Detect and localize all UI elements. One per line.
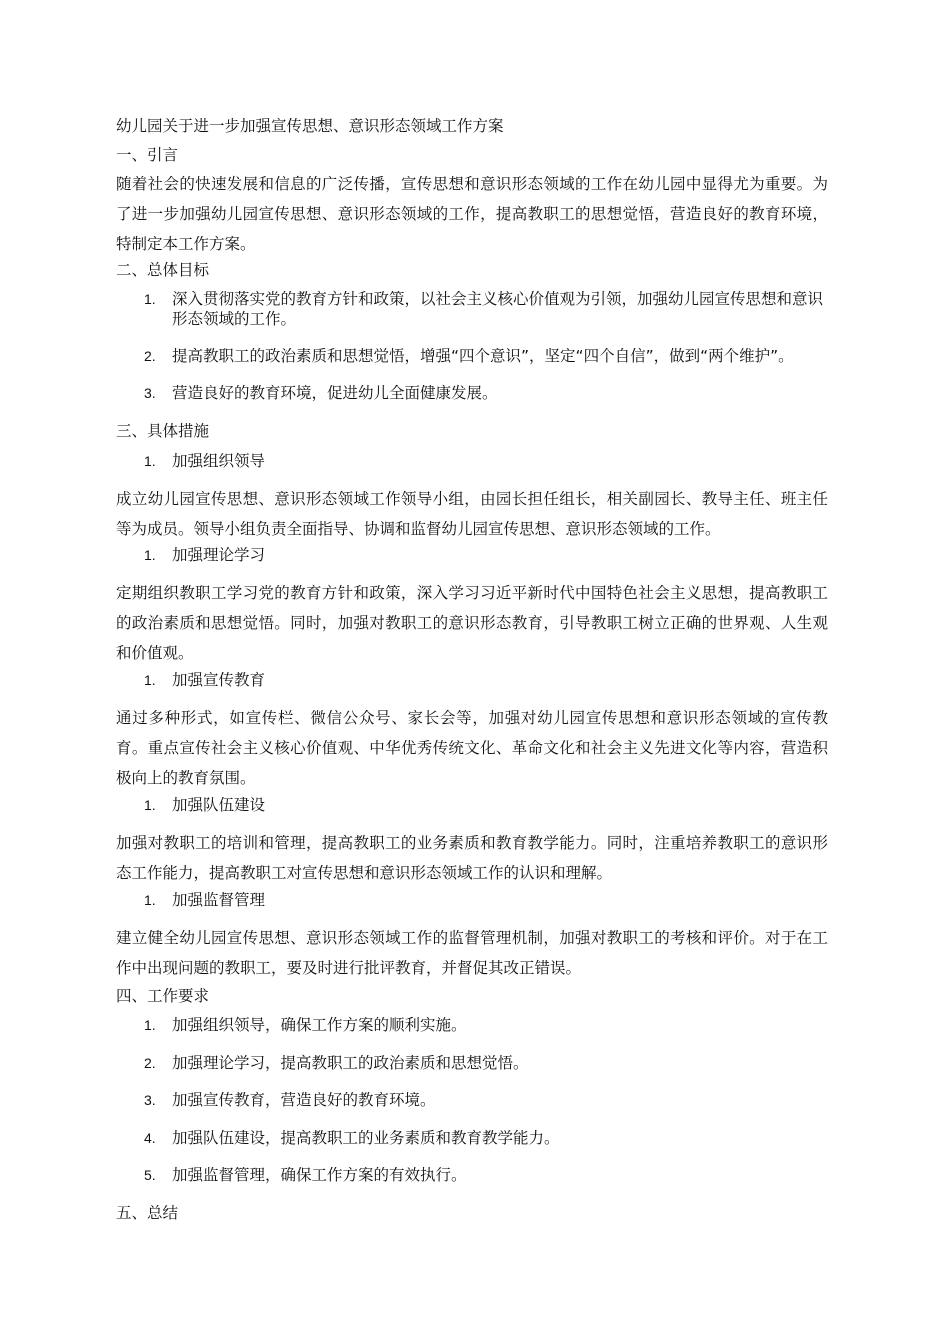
measure-number: 1. — [144, 672, 156, 688]
measure-title: 加强宣传教育 — [172, 671, 266, 689]
section-1-heading: 一、引言 — [116, 146, 179, 164]
measure-title: 加强组织领导 — [172, 452, 266, 470]
measure-paragraph-5: 建立健全幼儿园宣传思想、意识形态领域工作的监督管理机制，加强对教职工的考核和评价。对于在工作中出现问题的教职工，要及时进行批评教育，并督促其改正错误。 — [116, 929, 828, 977]
requirement-number: 2. — [144, 1055, 156, 1071]
goal-item-2 — [144, 346, 794, 366]
measure-title-4 — [144, 795, 265, 815]
measure-title: 加强理论学习 — [172, 546, 266, 564]
section-4-heading: 四、工作要求 — [116, 987, 210, 1005]
document-title: 幼儿园关于进一步加强宣传思想、意识形态领域工作方案 — [116, 117, 504, 135]
requirement-text: 加强队伍建设，提高教职工的业务素质和教育教学能力。 — [172, 1129, 560, 1147]
measure-number: 1. — [144, 547, 156, 563]
measure-title-5 — [144, 890, 265, 910]
section-5-heading: 五、总结 — [116, 1204, 179, 1222]
requirement-number: 1. — [144, 1017, 156, 1033]
measure-title-1 — [144, 451, 265, 471]
goal-item-text: 提高教职工的政治素质和思想觉悟，增强“四个意识”，坚定“四个自信”，做到“两个维护”。 — [172, 347, 794, 365]
section-1-paragraph: 随着社会的快速发展和信息的广泛传播，宣传思想和意识形态领域的工作在幼儿园中显得尤为重要。为了进一步加强幼儿园宣传思想、意识形态领域的工作，提高教职工的思想觉悟，营造良好的教育环境，特制定本工作方案。 — [116, 175, 828, 253]
requirement-item-5 — [144, 1165, 467, 1185]
measure-paragraph-3: 通过多种形式，如宣传栏、微信公众号、家长会等，加强对幼儿园宣传思想和意识形态领域的宣传教育。重点宣传社会主义核心价值观、中华优秀传统文化、革命文化和社会主义先进文化等内容，营造积极向上的教育氛围。 — [116, 709, 828, 787]
measure-title: 加强队伍建设 — [172, 796, 266, 814]
requirement-number: 4. — [144, 1130, 156, 1146]
measure-title-2 — [144, 545, 265, 565]
section-2-heading: 二、总体目标 — [116, 261, 210, 279]
measure-paragraph-4: 加强对教职工的培训和管理，提高教职工的业务素质和教育教学能力。同时，注重培养教职工的意识形态工作能力，提高教职工对宣传思想和意识形态领域工作的认识和理解。 — [116, 834, 828, 882]
requirement-text: 加强宣传教育，营造良好的教育环境。 — [172, 1091, 436, 1109]
requirement-item-2 — [144, 1053, 529, 1073]
requirement-item-1 — [144, 1015, 467, 1035]
requirement-text: 加强组织领导，确保工作方案的顺利实施。 — [172, 1016, 467, 1034]
measure-paragraph-2: 定期组织教职工学习党的教育方针和政策，深入学习习近平新时代中国特色社会主义思想，提高教职工的政治素质和思想觉悟。同时，加强对教职工的意识形态教育，引导教职工树立正确的世界观、人生观和价值观。 — [116, 584, 828, 662]
measure-number: 1. — [144, 453, 156, 469]
measure-number: 1. — [144, 797, 156, 813]
requirement-number: 3. — [144, 1092, 156, 1108]
goal-item-3 — [144, 383, 498, 403]
measure-number: 1. — [144, 892, 156, 908]
requirement-text: 加强理论学习，提高教职工的政治素质和思想觉悟。 — [172, 1054, 529, 1072]
measure-paragraph-1: 成立幼儿园宣传思想、意识形态领域工作领导小组，由园长担任组长，相关副园长、教导主任、班主任等为成员。领导小组负责全面指导、协调和监督幼儿园宣传思想、意识形态领域的工作。 — [116, 490, 828, 538]
goal-item-text: 深入贯彻落实党的教育方针和政策，以社会主义核心价值观为引领，加强幼儿园宣传思想和意识形态领域的工作。 — [172, 290, 824, 328]
measure-title-3 — [144, 670, 265, 690]
requirement-text: 加强监督管理，确保工作方案的有效执行。 — [172, 1166, 467, 1184]
requirement-item-4 — [144, 1128, 560, 1148]
goal-item-1 — [144, 289, 834, 329]
requirement-number: 5. — [144, 1167, 156, 1183]
measure-title: 加强监督管理 — [172, 891, 266, 909]
goal-item-number: 1. — [144, 291, 156, 307]
goal-item-number: 2. — [144, 348, 156, 364]
requirement-item-3 — [144, 1090, 436, 1110]
goal-item-text: 营造良好的教育环境，促进幼儿全面健康发展。 — [172, 384, 498, 402]
goal-item-number: 3. — [144, 385, 156, 401]
section-3-heading: 三、具体措施 — [116, 422, 210, 440]
